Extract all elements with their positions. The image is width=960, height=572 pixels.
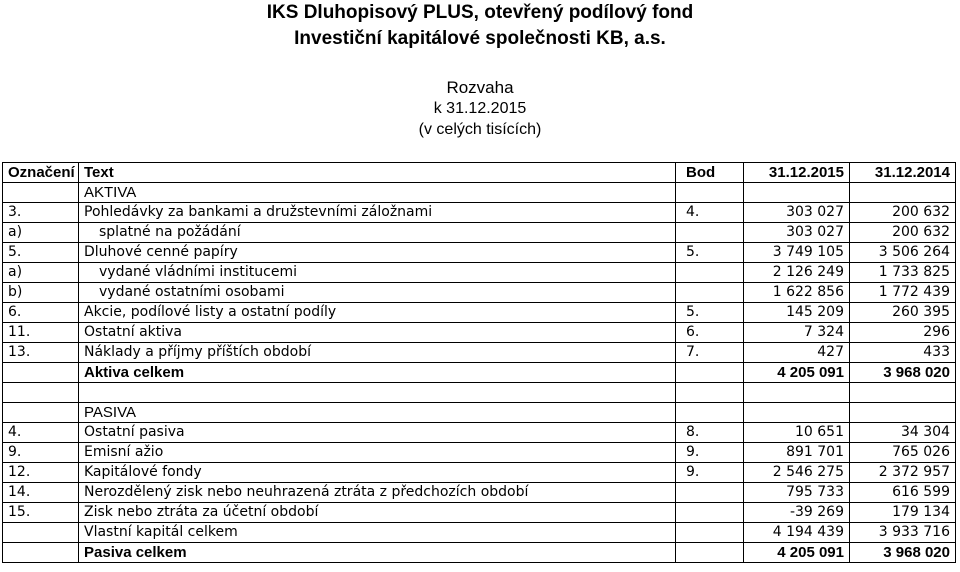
row-value-2015: 7 324 — [744, 323, 850, 343]
row-value-2014: 296 — [850, 323, 956, 343]
row-value-2014: 3 506 264 — [850, 243, 956, 263]
row-text: Aktiva celkem — [79, 363, 676, 383]
row-text: PASIVA — [79, 403, 676, 423]
row-bod — [676, 183, 744, 203]
row-bod — [676, 543, 744, 563]
row-value-2014 — [850, 403, 956, 423]
row-value-2015: 145 209 — [744, 303, 850, 323]
row-text: Nerozdělený zisk nebo neuhrazená ztráta z předchozích období — [79, 483, 676, 503]
row-text — [79, 383, 676, 403]
row-value-2015 — [744, 383, 850, 403]
row-code: a) — [3, 263, 79, 283]
row-value-2015: 4 205 091 — [744, 363, 850, 383]
row-value-2015 — [744, 403, 850, 423]
row-bod — [676, 383, 744, 403]
row-code: 11. — [3, 323, 79, 343]
table-row — [3, 543, 956, 563]
row-value-2014: 765 026 — [850, 443, 956, 463]
table-row — [3, 203, 956, 223]
row-value-2015: 3 749 105 — [744, 243, 850, 263]
row-value-2014: 200 632 — [850, 203, 956, 223]
table-row — [3, 283, 956, 303]
row-value-2014: 2 372 957 — [850, 463, 956, 483]
row-code — [3, 183, 79, 203]
row-text: Náklady a příjmy příštích období — [79, 343, 676, 363]
row-value-2014: 200 632 — [850, 223, 956, 243]
row-code — [3, 383, 79, 403]
row-value-2015: 4 205 091 — [744, 543, 850, 563]
row-text: AKTIVA — [79, 183, 676, 203]
row-text: vydané vládními institucemi — [79, 263, 676, 283]
row-bod: 4. — [676, 203, 744, 223]
row-code: 12. — [3, 463, 79, 483]
row-value-2014: 3 933 716 — [850, 523, 956, 543]
table-row — [3, 243, 956, 263]
row-value-2014 — [850, 183, 956, 203]
row-code: b) — [3, 283, 79, 303]
row-bod — [676, 283, 744, 303]
table-row — [3, 183, 956, 203]
row-value-2015: 2 546 275 — [744, 463, 850, 483]
row-bod — [676, 503, 744, 523]
table-row — [3, 323, 956, 343]
row-bod — [676, 363, 744, 383]
row-code — [3, 543, 79, 563]
row-value-2015: 4 194 439 — [744, 523, 850, 543]
row-value-2014: 1 733 825 — [850, 263, 956, 283]
row-value-2014: 3 968 020 — [850, 543, 956, 563]
row-value-2015: 2 126 249 — [744, 263, 850, 283]
table-row — [3, 503, 956, 523]
row-text: Kapitálové fondy — [79, 463, 676, 483]
row-value-2014: 34 304 — [850, 423, 956, 443]
row-value-2015: 427 — [744, 343, 850, 363]
column-header-bod: Bod — [676, 163, 744, 183]
units-note: (v celých tisících) — [418, 121, 542, 138]
row-value-2014: 433 — [850, 343, 956, 363]
row-value-2014: 260 395 — [850, 303, 956, 323]
row-bod — [676, 223, 744, 243]
row-value-2015 — [744, 183, 850, 203]
row-code — [3, 403, 79, 423]
row-bod — [676, 403, 744, 423]
row-value-2015: 303 027 — [744, 203, 850, 223]
table-row — [3, 463, 956, 483]
table-row — [3, 303, 956, 323]
row-code: 14. — [3, 483, 79, 503]
table-row — [3, 223, 956, 243]
row-value-2015: 1 622 856 — [744, 283, 850, 303]
row-code: 9. — [3, 443, 79, 463]
row-value-2015: -39 269 — [744, 503, 850, 523]
row-text: vydané ostatními osobami — [79, 283, 676, 303]
date-line: k 31.12.2015 — [433, 100, 527, 117]
row-bod: 8. — [676, 423, 744, 443]
row-code: 15. — [3, 503, 79, 523]
row-text: splatné na požádání — [79, 223, 676, 243]
table-row — [3, 403, 956, 423]
column-header-text: Text — [79, 163, 676, 183]
table-row — [3, 443, 956, 463]
table-header-row — [3, 163, 956, 183]
row-bod: 5. — [676, 303, 744, 323]
row-value-2015: 891 701 — [744, 443, 850, 463]
row-code: 4. — [3, 423, 79, 443]
row-bod — [676, 523, 744, 543]
row-code: 3. — [3, 203, 79, 223]
row-bod: 7. — [676, 343, 744, 363]
table-row — [3, 483, 956, 503]
row-text: Pasiva celkem — [79, 543, 676, 563]
row-text: Ostatní pasiva — [79, 423, 676, 443]
table-row — [3, 363, 956, 383]
row-value-2014: 1 772 439 — [850, 283, 956, 303]
row-value-2014: 616 599 — [850, 483, 956, 503]
row-bod — [676, 483, 744, 503]
row-bod: 9. — [676, 463, 744, 483]
row-text: Ostatní aktiva — [79, 323, 676, 343]
balance-sheet-table — [2, 162, 956, 563]
column-header-2014: 31.12.2014 — [850, 163, 956, 183]
row-code: 6. — [3, 303, 79, 323]
row-text: Pohledávky za bankami a družstevními záložnami — [79, 203, 676, 223]
fund-name: IKS Dluhopisový PLUS, otevřený podílový fond — [266, 2, 694, 23]
document-title: Rozvaha — [446, 78, 514, 97]
row-text: Vlastní kapitál celkem — [79, 523, 676, 543]
row-value-2014 — [850, 383, 956, 403]
row-bod: 6. — [676, 323, 744, 343]
row-code — [3, 363, 79, 383]
table-row — [3, 263, 956, 283]
row-text: Zisk nebo ztráta za účetní období — [79, 503, 676, 523]
row-text: Dluhové cenné papíry — [79, 243, 676, 263]
row-value-2015: 10 651 — [744, 423, 850, 443]
company-name: Investiční kapitálové společnosti KB, a.s. — [294, 28, 666, 49]
column-header-2015: 31.12.2015 — [744, 163, 850, 183]
row-bod: 9. — [676, 443, 744, 463]
column-header-oznaceni: Označení — [3, 163, 79, 183]
table-row — [3, 383, 956, 403]
table-row — [3, 523, 956, 543]
row-value-2014: 3 968 020 — [850, 363, 956, 383]
table-row — [3, 423, 956, 443]
row-bod — [676, 263, 744, 283]
row-code: 13. — [3, 343, 79, 363]
table-row — [3, 343, 956, 363]
row-code: 5. — [3, 243, 79, 263]
row-code: a) — [3, 223, 79, 243]
row-value-2015: 795 733 — [744, 483, 850, 503]
row-code — [3, 523, 79, 543]
row-text: Akcie, podílové listy a ostatní podíly — [79, 303, 676, 323]
row-bod: 5. — [676, 243, 744, 263]
row-text: Emisní ažio — [79, 443, 676, 463]
row-value-2014: 179 134 — [850, 503, 956, 523]
row-value-2015: 303 027 — [744, 223, 850, 243]
